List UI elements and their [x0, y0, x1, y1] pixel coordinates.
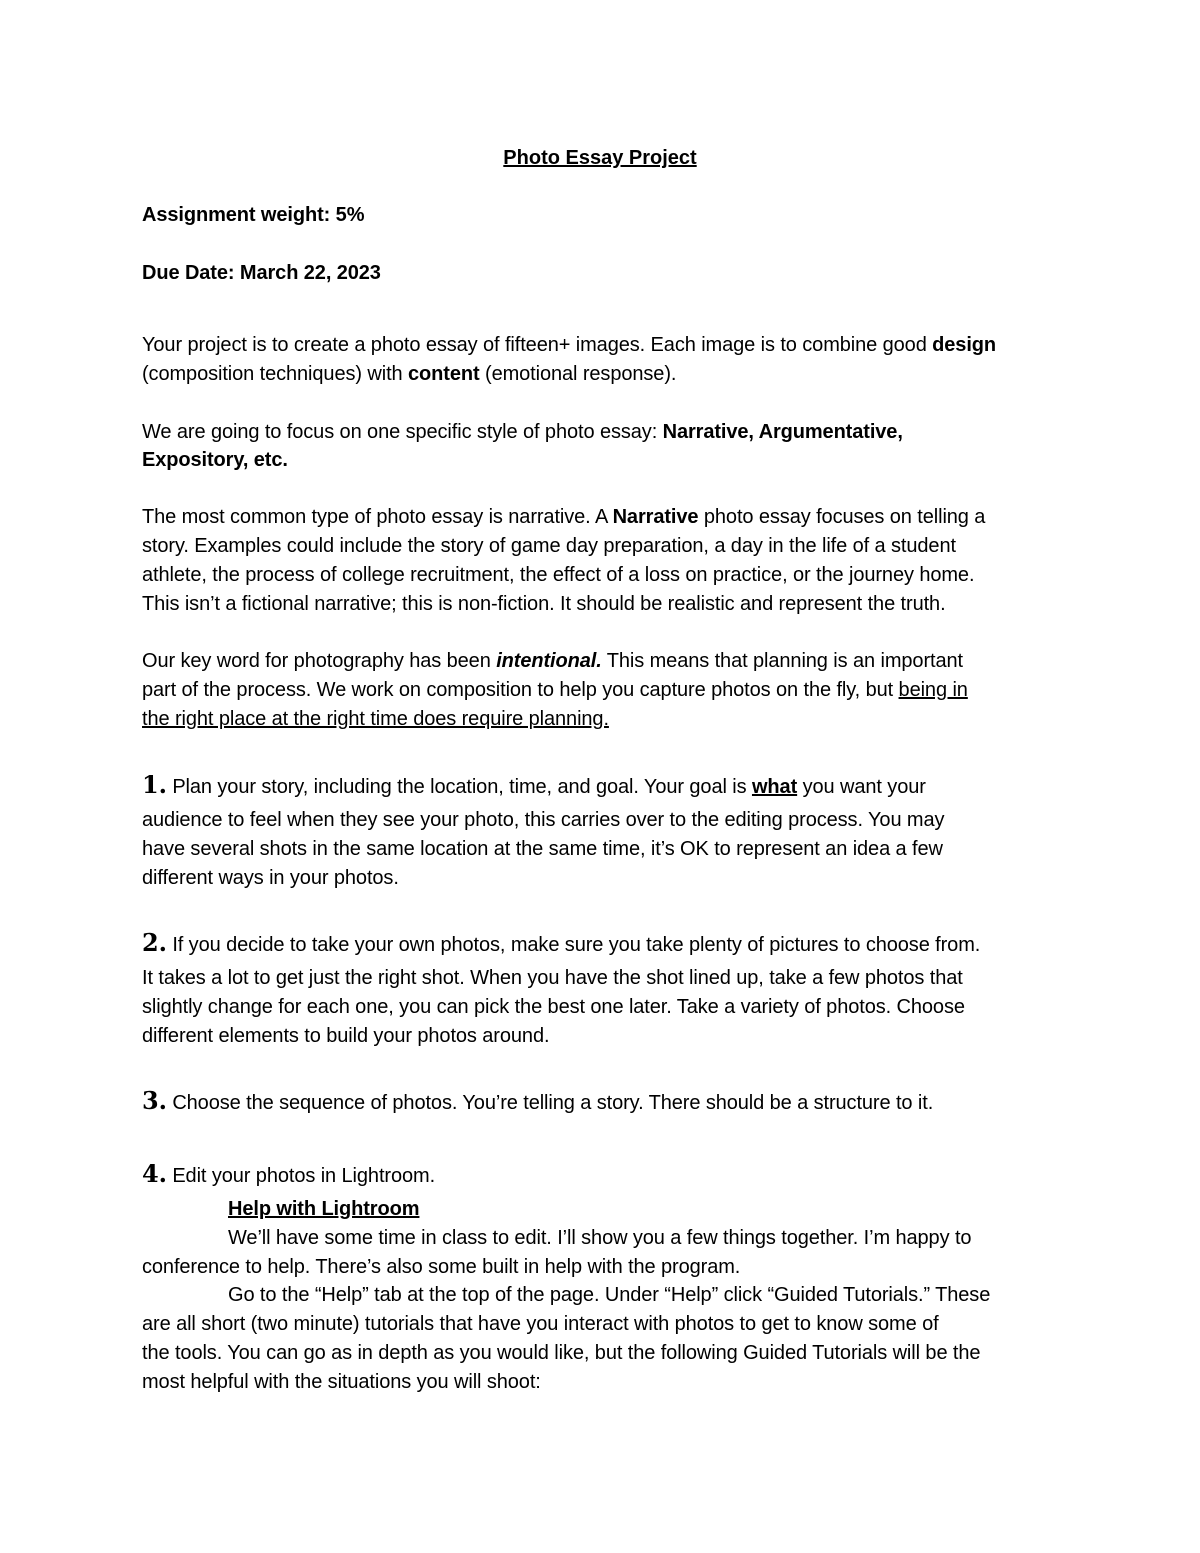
text-run: We are going to focus on one specific style of photo essay:	[142, 421, 663, 443]
step-2-line-4: different elements to build your photos around.	[142, 1025, 550, 1047]
intro-paragraph-line-1	[142, 333, 996, 357]
step-2-line-2: It takes a lot to get just the right shot. When you have the shot lined up, take a few photos that	[142, 967, 963, 989]
intentional-paragraph-line-2	[142, 678, 968, 702]
step-1-line-3: have several shots in the same location at the same time, it’s OK to represent an idea a few	[142, 838, 943, 860]
tutorial-paragraph-line-2: are all short (two minute) tutorials that have you interact with photos to get to know some of	[142, 1313, 939, 1335]
step-4-line-1	[142, 1159, 436, 1188]
text-run: Your project is to create a photo essay of fifteen+ images. Each image is to combine good	[142, 334, 933, 356]
what-keyword: what	[751, 776, 798, 798]
step-3-line-1	[142, 1086, 934, 1115]
text-run: If you decide to take your own photos, make sure you take plenty of pictures to choose from.	[166, 934, 981, 956]
text-run: photo essay focuses on telling a	[698, 506, 986, 528]
narrative-paragraph-line-1	[142, 505, 985, 529]
step-2-line-3: slightly change for each one, you can pick the best one later. Take a variety of photos. Choose	[142, 996, 965, 1018]
tutorial-paragraph-line-4: most helpful with the situations you will shoot:	[142, 1371, 541, 1393]
text-run: (emotional response).	[479, 363, 677, 385]
text-run: This means that planning is an important	[601, 650, 963, 672]
text-run: part of the process. We work on composition to help you capture photos on the fly, but	[142, 679, 899, 701]
narrative-paragraph-line-4: This isn’t a fictional narrative; this is non-fiction. It should be realistic and represent the truth.	[142, 593, 946, 615]
text-run: you want your	[797, 776, 926, 798]
underlined-text: being in	[898, 679, 968, 701]
intentional-keyword: intentional.	[496, 650, 602, 672]
step-number: 4.	[142, 1159, 167, 1188]
intentional-paragraph-line-1	[142, 649, 963, 673]
document-title: Photo Essay Project	[503, 147, 697, 169]
step-number: 1.	[142, 770, 167, 799]
assignment-weight: Assignment weight: 5%	[142, 204, 365, 226]
intentional-paragraph-line-3: the right place at the right time does require planning.	[142, 708, 609, 730]
step-1-line-1	[142, 770, 926, 799]
step-1-line-2: audience to feel when they see your photo, this carries over to the editing process. You may	[142, 809, 945, 831]
style-list: Narrative, Argumentative,	[662, 421, 903, 443]
step-number: 3.	[142, 1086, 167, 1115]
text-run: Choose the sequence of photos. You’re telling a story. There should be a structure to it.	[166, 1092, 934, 1114]
narrative-paragraph-line-2: story. Examples could include the story of game day preparation, a day in the life of a student	[142, 535, 956, 557]
help-paragraph-line-1: We’ll have some time in class to edit. I’ll show you a few things together. I’m happy to	[228, 1227, 972, 1249]
style-paragraph-line-1	[142, 420, 903, 444]
content-keyword: content	[408, 363, 480, 385]
step-1-line-4: different ways in your photos.	[142, 867, 399, 889]
style-paragraph-line-2: Expository, etc.	[142, 449, 288, 471]
due-date: Due Date: March 22, 2023	[142, 262, 381, 284]
narrative-keyword: Narrative	[612, 506, 699, 528]
tutorial-paragraph-line-3: the tools. You can go as in depth as you would like, but the following Guided Tutorials will be the	[142, 1342, 981, 1364]
narrative-paragraph-line-3: athlete, the process of college recruitment, the effect of a loss on practice, or the journey home.	[142, 564, 975, 586]
step-number: 2.	[142, 928, 167, 957]
text-run: Edit your photos in Lightroom.	[166, 1165, 436, 1187]
step-2-line-1	[142, 928, 981, 957]
text-run: Plan your story, including the location, time, and goal. Your goal is	[166, 776, 752, 798]
text-run: The most common type of photo essay is narrative. A	[142, 506, 613, 528]
text-run: Our key word for photography has been	[142, 650, 497, 672]
intro-paragraph-line-2	[142, 362, 676, 386]
help-with-lightroom-heading: Help with Lightroom	[228, 1198, 420, 1220]
design-keyword: design	[932, 334, 997, 356]
tutorial-paragraph-line-1: Go to the “Help” tab at the top of the page. Under “Help” click “Guided Tutorials.” These	[228, 1284, 991, 1306]
text-run: (composition techniques) with	[142, 363, 409, 385]
help-paragraph-line-2: conference to help. There’s also some built in help with the program.	[142, 1256, 741, 1278]
